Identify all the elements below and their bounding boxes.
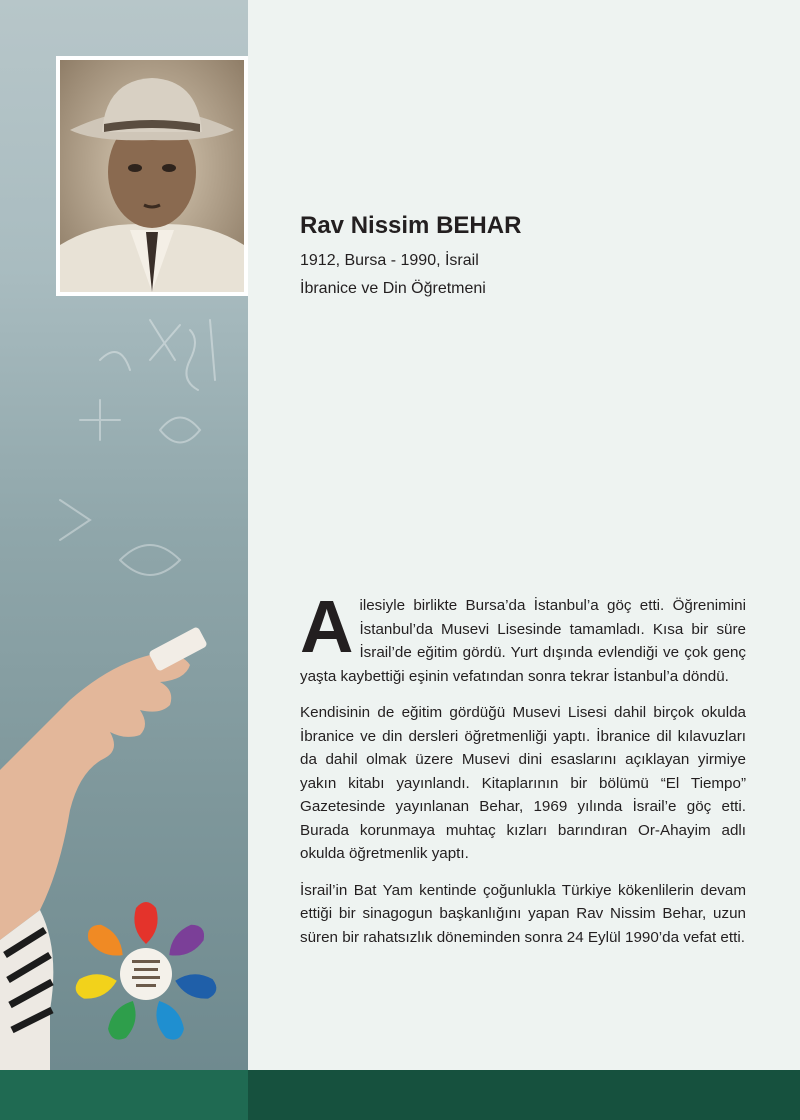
biography-paragraph-3: İsrail’in Bat Yam kentinde çoğunlukla Türkiye kökenlilerin devam ettiği bir sinagogun başkanlığını yapan Rav Nissim Behar, uzun süren bir rahatsızlık döneminden sonra 24 Eylül 1990’da vefat etti. — [300, 881, 746, 946]
biography — [300, 585, 746, 962]
biography-paragraph-1-text: ilesiyle birlikte Bursa’da İstanbul’a göç etti. Öğrenimini İstanbul’da Musevi Lisesinde tamamladı. Kısa bir süre İsrail’de eğitim gördü. Yurt dışında evlendiği ve çok genç yaşta kaybettiği eşinin vefatından sonra tekrar İstanbul’a döndü. — [300, 597, 746, 685]
person-name: Rav Nissim BEHAR — [300, 212, 522, 239]
biography-paragraph-2: Kendisinin de eğitim gördüğü Musevi Lisesi dahil birçok okulda İbranice ve din dersleri öğretmenliği yaptı. İbranice dil kılavuzları da dahil olmak üzere Musevi dini esaslarını açıklayan yirmiye yakın kitabı yayınlandı. Kitaplarının bir bölümü “El Tiempo” Gazetesinde yayınlanan Behar, 1969 yılında İsrail’e göç etti. Burada korunmaya muhtaç kızları barındıran Or-Ahayim adlı okulda öğretmenlik yaptı. — [300, 704, 746, 862]
birth-death-dates: 1912, Bursa - 1990, İsrail — [300, 252, 479, 269]
drop-cap: A — [300, 585, 354, 668]
left-photo-panel — [0, 0, 248, 1070]
biography-paragraph-1 — [300, 585, 746, 688]
anniversary-logo — [68, 896, 224, 1052]
portrait-photo-frame — [56, 56, 248, 296]
portrait-photo — [60, 60, 244, 292]
footer-bar-right — [248, 1070, 800, 1120]
profession: İbranice ve Din Öğretmeni — [300, 280, 486, 297]
footer-bar-left — [0, 1070, 248, 1120]
